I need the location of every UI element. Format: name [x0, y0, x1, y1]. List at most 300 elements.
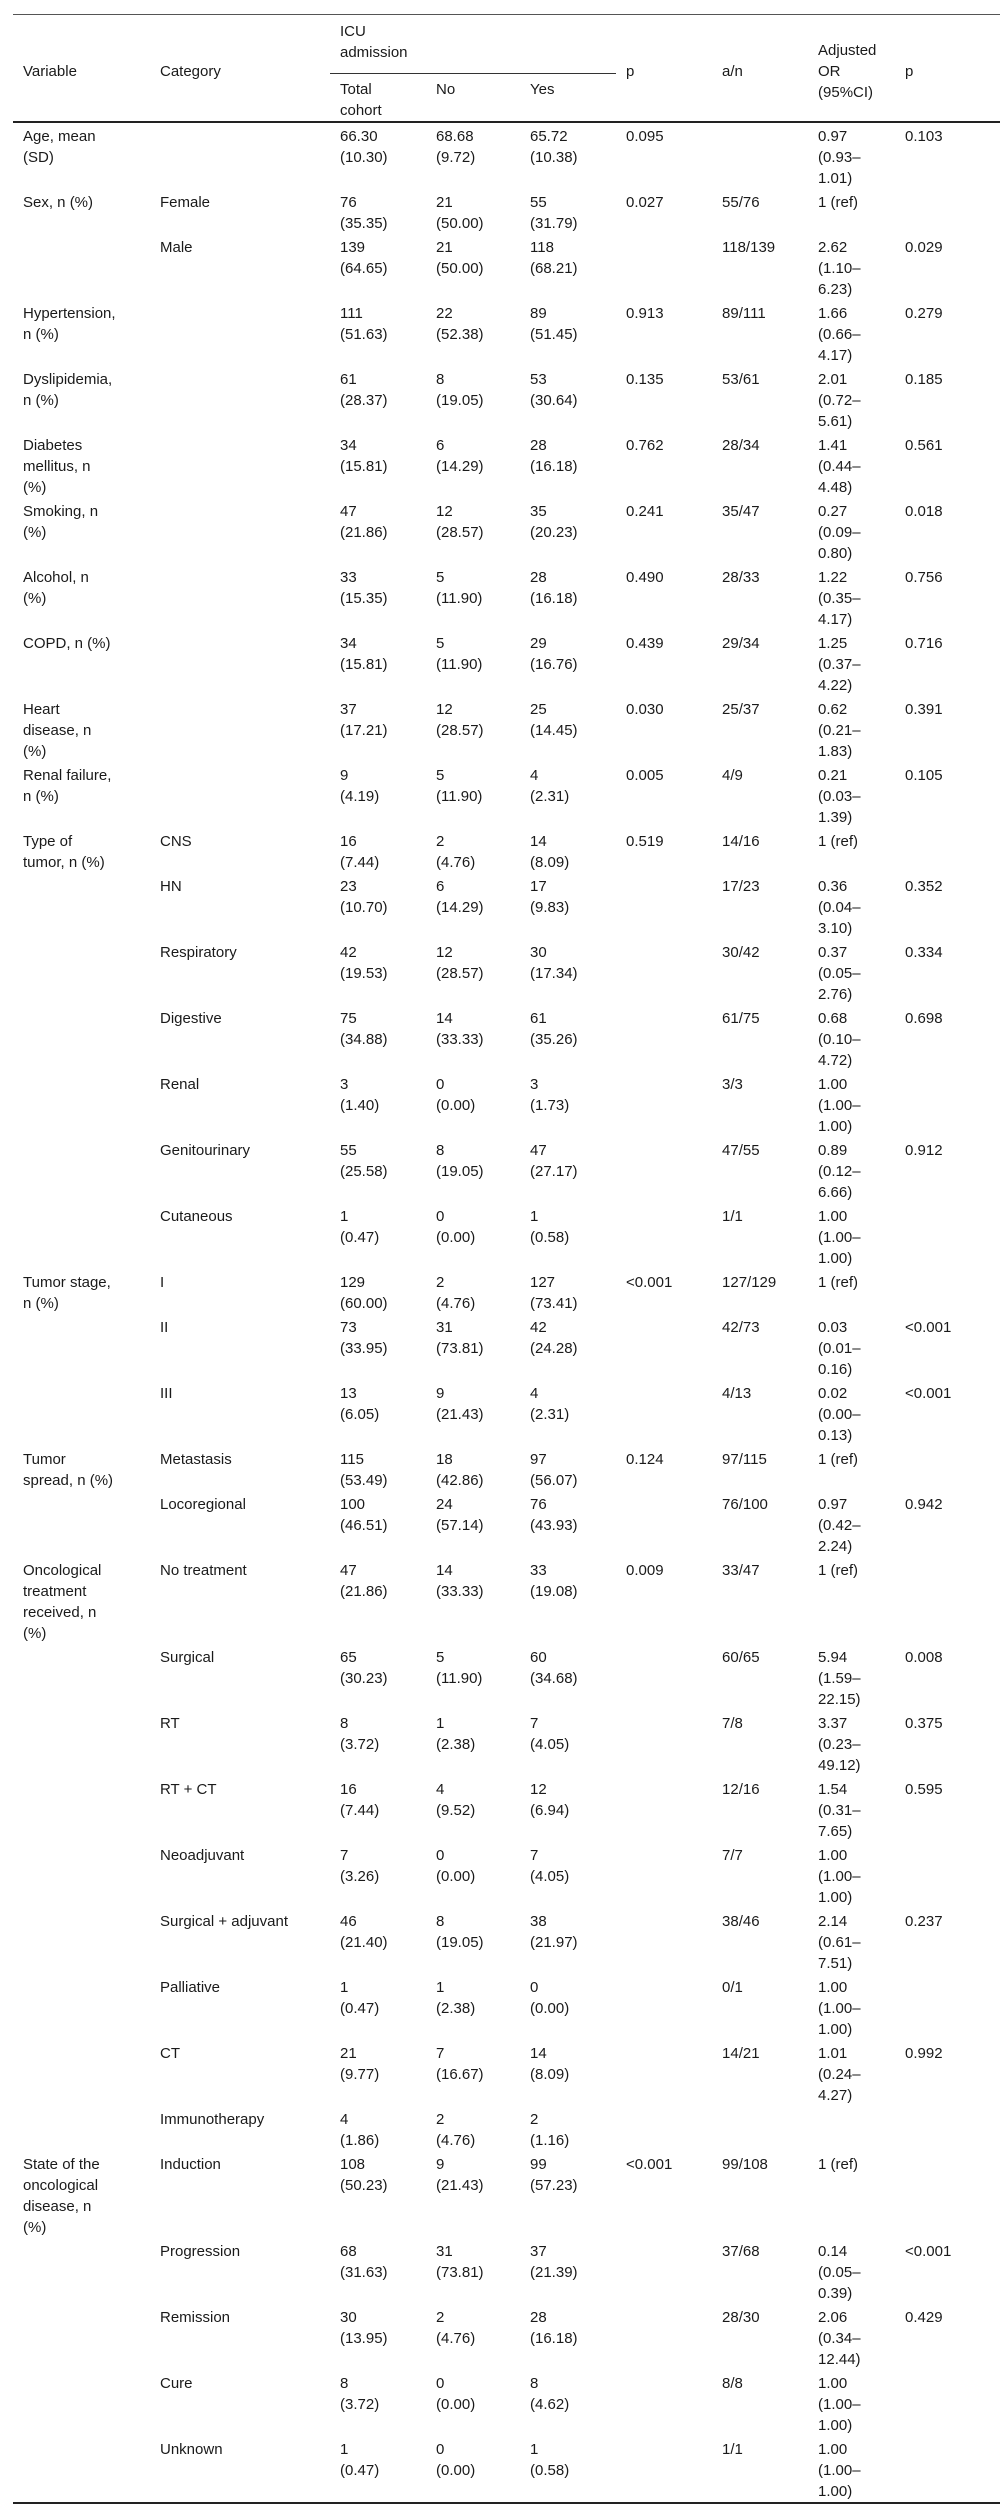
cell-total: 8 (3.72) — [340, 2375, 380, 2413]
cell-yes: 89 (51.45) — [530, 305, 578, 343]
cell-adjusted-or: 5.94 (1.59– 22.15) — [818, 1649, 861, 1708]
cell-a-n: 14/16 — [722, 833, 760, 850]
cell-p-adjusted: 0.237 — [905, 1913, 943, 1930]
cell-p — [616, 1380, 712, 1446]
cell-adjusted-or: 0.27 (0.09– 0.80) — [818, 503, 861, 562]
cell-p-adjusted: 0.716 — [905, 635, 943, 652]
cell-no: 7 (16.67) — [436, 2045, 484, 2083]
cell-yes: 17 (9.83) — [530, 878, 570, 916]
cell-p-adjusted: 0.103 — [905, 128, 943, 145]
cell-variable — [13, 1491, 150, 1557]
cell-category: HN — [160, 878, 182, 895]
cell-a-n: 3/3 — [722, 1076, 743, 1093]
cell-a-n: 0/1 — [722, 1979, 743, 1996]
table-row — [13, 1380, 1000, 1446]
cell-total: 75 (34.88) — [340, 1010, 388, 1048]
cell-variable: Oncological treatment received, n (%) — [23, 1562, 102, 1642]
cell-a-n — [712, 2106, 808, 2151]
cell-category: I — [160, 1274, 165, 1291]
cell-category: RT — [160, 1715, 180, 1732]
cell-variable — [13, 1005, 150, 1071]
header-icu-admission: ICU admission — [330, 15, 616, 74]
cell-no: 0 (0.00) — [436, 1208, 476, 1246]
cell-p: 0.241 — [626, 503, 664, 520]
cell-p-adjusted: <0.001 — [905, 2243, 952, 2260]
cell-variable: COPD, n (%) — [23, 635, 111, 652]
cell-category — [150, 366, 330, 432]
cell-p: 0.519 — [626, 833, 664, 850]
cell-p-adjusted: 0.429 — [905, 2309, 943, 2326]
cell-no: 0 (0.00) — [436, 1076, 476, 1114]
cell-p — [616, 1842, 712, 1908]
cell-variable: Type of tumor, n (%) — [23, 833, 105, 871]
cell-no: 5 (11.90) — [436, 767, 483, 805]
cell-total: 7 (3.26) — [340, 1847, 380, 1885]
cell-yes: 33 (19.08) — [530, 1562, 578, 1600]
cell-p — [616, 1314, 712, 1380]
cell-a-n: 42/73 — [722, 1319, 760, 1336]
cell-adjusted-or: 0.21 (0.03– 1.39) — [818, 767, 861, 826]
cell-a-n: 4/13 — [722, 1385, 752, 1402]
results-table — [13, 14, 1000, 2504]
cell-variable — [13, 939, 150, 1005]
cell-category: Genitourinary — [160, 1142, 251, 1159]
cell-a-n: 4/9 — [722, 767, 743, 784]
header-adjusted-or: Adjusted OR (95%CI) — [808, 15, 895, 123]
cell-no: 4 (9.52) — [436, 1781, 476, 1819]
cell-p-adjusted — [895, 1269, 1000, 1314]
cell-a-n: 53/61 — [722, 371, 760, 388]
cell-p-adjusted: 0.912 — [905, 1142, 943, 1159]
cell-no: 2 (4.76) — [436, 2111, 476, 2149]
cell-category: Palliative — [160, 1979, 221, 1996]
cell-total: 108 (50.23) — [340, 2156, 388, 2194]
cell-no: 14 (33.33) — [436, 1562, 484, 1600]
cell-variable — [13, 2238, 150, 2304]
cell-category: Remission — [160, 2309, 231, 2326]
cell-p: 0.439 — [626, 635, 664, 652]
cell-adjusted-or: 1 (ref) — [818, 2156, 859, 2173]
table-row — [13, 189, 1000, 234]
header-p-adjusted: p — [895, 15, 1000, 123]
cell-variable: Tumor spread, n (%) — [23, 1451, 114, 1489]
cell-total: 1 (0.47) — [340, 1208, 380, 1246]
table-row — [13, 1269, 1000, 1314]
cell-yes: 47 (27.17) — [530, 1142, 578, 1180]
cell-no: 12 (28.57) — [436, 503, 484, 541]
cell-no: 12 (28.57) — [436, 944, 484, 982]
cell-no: 6 (14.29) — [436, 437, 484, 475]
cell-variable: Renal failure, n (%) — [23, 767, 112, 805]
cell-variable: Age, mean (SD) — [23, 128, 96, 166]
cell-total: 73 (33.95) — [340, 1319, 388, 1357]
cell-adjusted-or: 0.02 (0.00– 0.13) — [818, 1385, 861, 1444]
table-row — [13, 1137, 1000, 1203]
cell-adjusted-or: 0.14 (0.05– 0.39) — [818, 2243, 861, 2302]
cell-a-n: 1/1 — [722, 1208, 743, 1225]
table-row — [13, 564, 1000, 630]
cell-adjusted-or: 1.41 (0.44– 4.48) — [818, 437, 861, 496]
cell-p-adjusted — [895, 1974, 1000, 2040]
cell-variable: Alcohol, n (%) — [23, 569, 89, 607]
cell-a-n: 7/7 — [722, 1847, 743, 1864]
cell-total: 47 (21.86) — [340, 1562, 388, 1600]
cell-category: Cure — [160, 2375, 193, 2392]
cell-no: 21 (50.00) — [436, 239, 484, 277]
cell-variable — [13, 1380, 150, 1446]
cell-variable: Dyslipidemia, n (%) — [23, 371, 113, 409]
cell-variable — [13, 2040, 150, 2106]
cell-a-n: 28/33 — [722, 569, 760, 586]
cell-p-adjusted: 0.561 — [905, 437, 943, 454]
cell-category: Unknown — [150, 2436, 330, 2503]
cell-p — [616, 873, 712, 939]
cell-no: 0 (0.00) — [436, 2375, 476, 2413]
cell-adjusted-or: 1 (ref) — [818, 194, 859, 211]
table-row — [13, 2304, 1000, 2370]
cell-adjusted-or: 0.37 (0.05– 2.76) — [818, 944, 861, 1003]
cell-category — [150, 498, 330, 564]
cell-category: Induction — [160, 2156, 221, 2173]
cell-p-adjusted: 0.375 — [905, 1715, 943, 1732]
header-a-n: a/n — [712, 15, 808, 123]
cell-a-n: 12/16 — [722, 1781, 760, 1798]
cell-p-adjusted: 0.029 — [905, 239, 943, 256]
cell-yes: 60 (34.68) — [530, 1649, 578, 1687]
cell-p — [616, 1974, 712, 2040]
cell-no: 2 (4.76) — [436, 2309, 476, 2347]
cell-total: 4 (1.86) — [340, 2111, 380, 2149]
cell-variable — [13, 1710, 150, 1776]
table-row — [13, 1203, 1000, 1269]
cell-variable: Hypertension, n (%) — [23, 305, 116, 343]
cell-a-n: 14/21 — [722, 2045, 760, 2062]
table-row — [13, 762, 1000, 828]
cell-variable — [13, 2106, 150, 2151]
cell-total: 115 (53.49) — [340, 1451, 388, 1489]
header-variable: Variable — [13, 15, 150, 123]
cell-adjusted-or: 1.00 (1.00– 1.00) — [818, 1847, 861, 1906]
cell-adjusted-or: 1.01 (0.24– 4.27) — [818, 2045, 861, 2104]
cell-yes: 76 (43.93) — [530, 1496, 578, 1534]
cell-adjusted-or: 3.37 (0.23– 49.12) — [818, 1715, 861, 1774]
cell-category — [150, 696, 330, 762]
cell-variable — [13, 873, 150, 939]
table-row — [13, 1644, 1000, 1710]
cell-category: Progression — [160, 2243, 241, 2260]
cell-p-adjusted — [895, 189, 1000, 234]
cell-adjusted-or: 2.06 (0.34– 12.44) — [818, 2309, 861, 2368]
cell-category: II — [160, 1319, 169, 1336]
cell-total: 65 (30.23) — [340, 1649, 388, 1687]
cell-category: Digestive — [160, 1010, 222, 1027]
cell-variable — [13, 1137, 150, 1203]
cell-adjusted-or: 2.01 (0.72– 5.61) — [818, 371, 861, 430]
cell-no: 5 (11.90) — [436, 569, 483, 607]
cell-total: 61 (28.37) — [340, 371, 388, 409]
cell-a-n: 29/34 — [722, 635, 760, 652]
cell-yes: 4 (2.31) — [530, 767, 570, 805]
cell-yes: 99 (57.23) — [530, 2156, 578, 2194]
cell-variable: Smoking, n (%) — [23, 503, 99, 541]
cell-no: 8 (19.05) — [436, 371, 484, 409]
table-row — [13, 1842, 1000, 1908]
cell-a-n: 35/47 — [722, 503, 760, 520]
cell-a-n: 1/1 — [712, 2436, 808, 2503]
cell-variable: Diabetes mellitus, n (%) — [23, 437, 91, 496]
cell-p — [616, 1005, 712, 1071]
cell-p: 0.027 — [626, 194, 664, 211]
header-total-cohort: Total cohort — [330, 74, 426, 123]
table-row — [13, 1710, 1000, 1776]
cell-a-n: 28/30 — [722, 2309, 760, 2326]
cell-p: 0.124 — [626, 1451, 664, 1468]
cell-p-adjusted: 0.992 — [905, 2045, 943, 2062]
cell-p-adjusted — [895, 1203, 1000, 1269]
cell-total: 13 (6.05) — [340, 1385, 380, 1423]
table-row — [13, 696, 1000, 762]
cell-adjusted-or: 0.68 (0.10– 4.72) — [818, 1010, 861, 1069]
cell-variable — [13, 234, 150, 300]
cell-no: 22 (52.38) — [436, 305, 484, 343]
cell-p-adjusted: 0.756 — [905, 569, 943, 586]
cell-p-adjusted: 0.018 — [905, 503, 943, 520]
header-p: p — [616, 15, 712, 123]
cell-no: 31 (73.81) — [436, 2243, 484, 2281]
cell-adjusted-or: 1.00 (1.00– 1.00) — [818, 2375, 861, 2434]
cell-a-n: 127/129 — [722, 1274, 777, 1291]
cell-variable — [13, 2436, 150, 2503]
cell-adjusted-or: 1 (ref) — [818, 833, 859, 850]
cell-total: 16 (7.44) — [340, 833, 380, 871]
cell-category: CT — [160, 2045, 180, 2062]
cell-total: 9 (4.19) — [340, 767, 380, 805]
cell-category: Renal — [160, 1076, 200, 1093]
cell-p: 0.490 — [626, 569, 664, 586]
cell-no: 24 (57.14) — [436, 1496, 484, 1534]
cell-p: 0.009 — [626, 1562, 664, 1579]
cell-no: 8 (19.05) — [436, 1142, 484, 1180]
cell-p-adjusted — [895, 1071, 1000, 1137]
table-row — [13, 432, 1000, 498]
cell-no: 6 (14.29) — [436, 878, 484, 916]
cell-adjusted-or: 2.14 (0.61– 7.51) — [818, 1913, 861, 1972]
cell-total: 68 (31.63) — [340, 2243, 388, 2281]
cell-adjusted-or: 1.25 (0.37– 4.22) — [818, 635, 861, 694]
cell-p-adjusted — [895, 1842, 1000, 1908]
cell-p — [616, 1644, 712, 1710]
cell-a-n: 99/108 — [722, 2156, 768, 2173]
cell-p — [616, 1071, 712, 1137]
cell-no: 5 (11.90) — [436, 1649, 483, 1687]
cell-total: 129 (60.00) — [340, 1274, 388, 1312]
cell-a-n: 47/55 — [722, 1142, 760, 1159]
table-row — [13, 2151, 1000, 2238]
cell-variable — [13, 1314, 150, 1380]
cell-p-adjusted — [895, 1446, 1000, 1491]
cell-adjusted-or: 1.00 (1.00– 1.00) — [818, 1979, 861, 2038]
cell-a-n: 61/75 — [722, 1010, 760, 1027]
cell-no: 14 (33.33) — [436, 1010, 484, 1048]
cell-p-adjusted: <0.001 — [905, 1319, 952, 1336]
cell-category: III — [160, 1385, 173, 1402]
cell-adjusted-or: 2.62 (1.10– 6.23) — [818, 239, 861, 298]
cell-yes: 12 (6.94) — [530, 1781, 570, 1819]
cell-total: 21 (9.77) — [340, 2045, 380, 2083]
cell-total: 1 (0.47) — [340, 1979, 380, 2017]
cell-no: 2 (4.76) — [436, 833, 476, 871]
cell-p — [616, 2436, 712, 2503]
cell-category: Locoregional — [160, 1496, 246, 1513]
cell-category: CNS — [160, 833, 192, 850]
cell-a-n: 76/100 — [722, 1496, 768, 1513]
cell-a-n: 38/46 — [722, 1913, 760, 1930]
cell-yes: 28 (16.18) — [530, 437, 578, 475]
header-category: Category — [150, 15, 330, 123]
cell-total: 47 (21.86) — [340, 503, 388, 541]
cell-category: Surgical — [160, 1649, 215, 1666]
cell-variable: Heart disease, n (%) — [23, 701, 92, 760]
cell-p-adjusted: 0.334 — [905, 944, 943, 961]
cell-variable: Sex, n (%) — [23, 194, 94, 211]
cell-p — [616, 1137, 712, 1203]
cell-variable — [13, 1974, 150, 2040]
cell-yes: 7 (4.05) — [530, 1715, 570, 1753]
cell-a-n: 118/139 — [722, 239, 776, 256]
table-row — [13, 1005, 1000, 1071]
cell-yes: 53 (30.64) — [530, 371, 578, 409]
cell-a-n: 28/34 — [722, 437, 760, 454]
cell-yes: 55 (31.79) — [530, 194, 578, 232]
table-row — [13, 1491, 1000, 1557]
cell-p-adjusted — [895, 2106, 1000, 2151]
table-row — [13, 366, 1000, 432]
cell-category — [150, 630, 330, 696]
cell-a-n: 30/42 — [722, 944, 760, 961]
cell-yes: 25 (14.45) — [530, 701, 578, 739]
table-row — [13, 498, 1000, 564]
cell-yes: 7 (4.05) — [530, 1847, 570, 1885]
cell-p — [616, 2238, 712, 2304]
cell-a-n: 33/47 — [722, 1562, 760, 1579]
cell-no: 0 (0.00) — [436, 1847, 476, 1885]
cell-adjusted-or: 0.97 (0.93– 1.01) — [818, 128, 861, 187]
cell-p-adjusted — [895, 1557, 1000, 1644]
cell-p — [616, 2106, 712, 2151]
cell-a-n: 37/68 — [722, 2243, 760, 2260]
cell-total: 23 (10.70) — [340, 878, 388, 916]
cell-total: 37 (17.21) — [340, 701, 388, 739]
cell-total: 30 (13.95) — [340, 2309, 388, 2347]
cell-p-adjusted: 0.185 — [905, 371, 943, 388]
cell-total: 1 (0.47) — [330, 2436, 426, 2503]
cell-adjusted-or: 1 (ref) — [818, 1274, 859, 1291]
cell-p — [616, 1776, 712, 1842]
cell-p: 0.005 — [626, 767, 664, 784]
cell-adjusted-or: 0.97 (0.42– 2.24) — [818, 1496, 861, 1555]
table-row — [13, 122, 1000, 189]
cell-p — [616, 1491, 712, 1557]
cell-yes: 65.72 (10.38) — [530, 128, 578, 166]
cell-variable — [13, 1203, 150, 1269]
cell-adjusted-or: 1.66 (0.66– 4.17) — [818, 305, 861, 364]
table-row — [13, 2106, 1000, 2151]
table-row — [13, 1446, 1000, 1491]
table-row — [13, 828, 1000, 873]
cell-p: <0.001 — [626, 1274, 673, 1291]
cell-category: Cutaneous — [160, 1208, 233, 1225]
table-row — [13, 1557, 1000, 1644]
cell-total: 100 (46.51) — [340, 1496, 388, 1534]
table-row — [13, 2040, 1000, 2106]
cell-category: Neoadjuvant — [160, 1847, 245, 1864]
cell-p-adjusted: 0.698 — [905, 1010, 943, 1027]
cell-yes: 127 (73.41) — [530, 1274, 578, 1312]
cell-yes: 4 (2.31) — [530, 1385, 570, 1423]
cell-no: 1 (2.38) — [436, 1979, 476, 2017]
cell-yes: 29 (16.76) — [530, 635, 578, 673]
cell-a-n — [712, 122, 808, 189]
cell-p-adjusted: 0.352 — [905, 878, 943, 895]
cell-adjusted-or — [808, 2106, 895, 2151]
cell-yes: 14 (8.09) — [530, 833, 570, 871]
cell-p — [616, 2304, 712, 2370]
table-row — [13, 1776, 1000, 1842]
cell-yes: 2 (1.16) — [530, 2111, 570, 2149]
cell-adjusted-or: 0.36 (0.04– 3.10) — [818, 878, 861, 937]
cell-adjusted-or: 1.22 (0.35– 4.17) — [818, 569, 861, 628]
cell-p: 0.913 — [626, 305, 664, 322]
cell-adjusted-or: 1.54 (0.31– 7.65) — [818, 1781, 861, 1840]
table-row — [13, 234, 1000, 300]
table-body — [13, 122, 1000, 2503]
cell-p-adjusted: 0.391 — [905, 701, 943, 718]
cell-p: 0.135 — [626, 371, 664, 388]
cell-a-n: 97/115 — [722, 1451, 767, 1468]
table-row — [13, 2238, 1000, 2304]
cell-no: 31 (73.81) — [436, 1319, 484, 1357]
cell-p — [616, 939, 712, 1005]
cell-yes: 28 (16.18) — [530, 569, 578, 607]
cell-variable — [13, 1776, 150, 1842]
cell-yes: 28 (16.18) — [530, 2309, 578, 2347]
cell-variable — [13, 1071, 150, 1137]
cell-adjusted-or: 1.00 (1.00– 1.00) — [818, 1208, 861, 1267]
cell-yes: 1 (0.58) — [530, 1208, 570, 1246]
cell-p — [616, 1710, 712, 1776]
cell-no: 9 (21.43) — [436, 2156, 484, 2194]
cell-no: 2 (4.76) — [436, 1274, 476, 1312]
cell-total: 139 (64.65) — [340, 239, 388, 277]
table-row — [13, 2436, 1000, 2503]
cell-p — [616, 2040, 712, 2106]
cell-p — [616, 2370, 712, 2436]
cell-no: 12 (28.57) — [436, 701, 484, 739]
cell-category: No treatment — [160, 1562, 247, 1579]
cell-p-adjusted: <0.001 — [905, 1385, 952, 1402]
cell-yes: 42 (24.28) — [530, 1319, 578, 1357]
cell-p-adjusted — [895, 2151, 1000, 2238]
cell-p — [616, 1908, 712, 1974]
cell-adjusted-or: 0.03 (0.01– 0.16) — [818, 1319, 861, 1378]
table-row — [13, 873, 1000, 939]
cell-category: Female — [160, 194, 211, 211]
cell-variable — [13, 1908, 150, 1974]
cell-adjusted-or: 1 (ref) — [818, 1451, 859, 1468]
cell-yes: 37 (21.39) — [530, 2243, 578, 2281]
table-row — [13, 939, 1000, 1005]
cell-yes: 35 (20.23) — [530, 503, 578, 541]
